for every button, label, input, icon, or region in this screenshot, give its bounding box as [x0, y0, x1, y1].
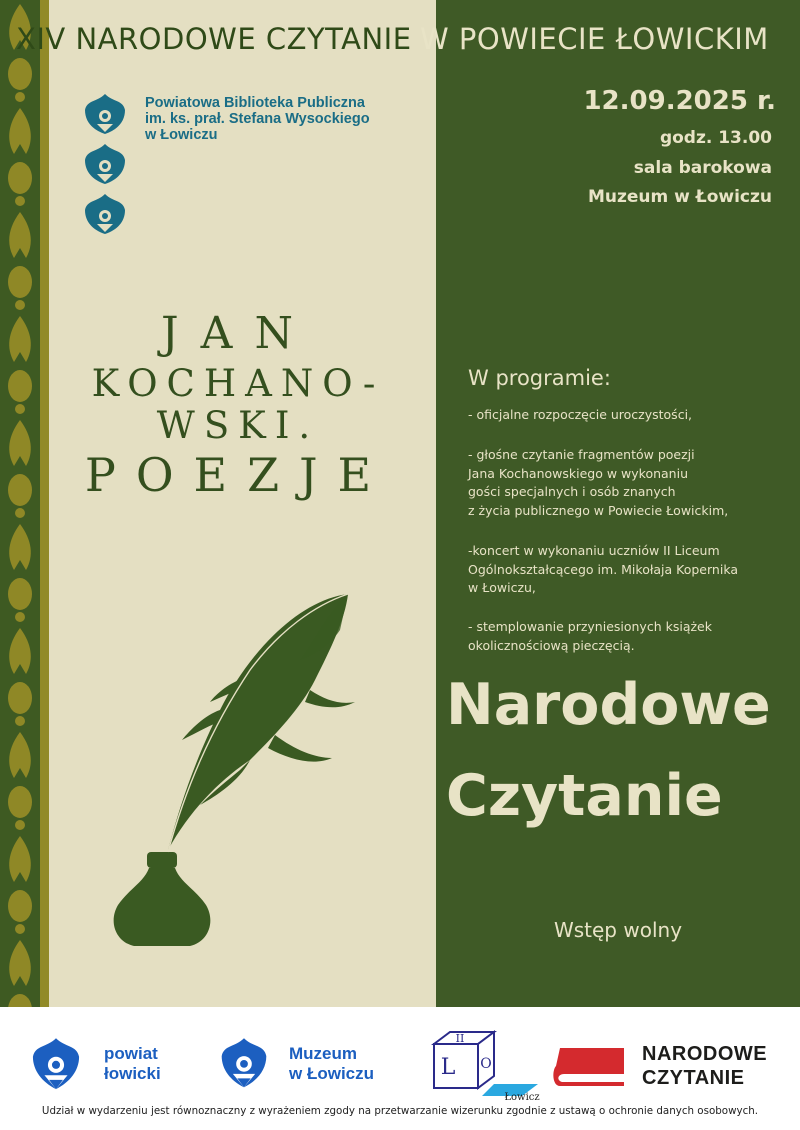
tulip-ornament-icon — [9, 940, 31, 986]
program-item-2-line: Jana Kochanowskiego w wykonaniu — [468, 465, 689, 481]
folk-ornament-pattern — [0, 0, 40, 1007]
book-icon — [552, 1046, 628, 1086]
ornament-dot-icon — [15, 716, 25, 726]
book-title-line-2: KOCHANO- — [91, 362, 385, 405]
free-entry-note: Wstęp wolny — [553, 918, 683, 942]
program-item-2-line: gości specjalnych i osób znanych — [468, 484, 676, 499]
lo-letter-l: L — [440, 1055, 456, 1080]
tulip-ornament-icon — [9, 628, 31, 674]
powiat-emblem-icon — [30, 1036, 82, 1096]
title-part-b: W POWIECIE ŁOWICKIM — [420, 22, 769, 56]
czytanie-heading: Czytanie — [446, 763, 723, 829]
book-title-line-4: POEZJE — [84, 448, 392, 502]
tulip-ornament-icon — [9, 836, 31, 882]
event-date: 12.09.2025 r. — [583, 86, 776, 116]
nc-logo-line-2: CZYTANIE — [642, 1067, 745, 1089]
ornament-bead-icon — [8, 266, 32, 298]
muzeum-logo-text — [289, 1044, 374, 1084]
library-line-2: im. ks. prał. Stefana Wysockiego — [145, 111, 370, 127]
ornament-bead-icon — [8, 474, 32, 506]
ornament-dot-icon — [15, 404, 25, 414]
program-item-3-line: w Łowiczu, — [468, 580, 536, 595]
program-item-2 — [468, 446, 788, 520]
library-name — [145, 95, 370, 143]
powiat-line-1: powiat — [104, 1044, 158, 1063]
tulip-ornament-icon — [9, 732, 31, 778]
lo-city: Łowicz — [504, 1092, 540, 1102]
tulip-ornament-icon — [9, 108, 31, 154]
ornament-bead-icon — [8, 58, 32, 90]
ornament-bead-icon — [8, 370, 32, 402]
lo-cube-logo — [430, 1030, 542, 1102]
tulip-ornament-icon — [9, 316, 31, 362]
program-item-3-line: Ogólnokształcącego im. Mikołaja Kopernika — [468, 561, 738, 577]
powiat-line-2: łowicki — [104, 1064, 161, 1083]
program-heading: W programie: — [468, 366, 611, 390]
library-line-3: w Łowiczu — [145, 127, 218, 143]
narodowe-czytanie-logo-text — [642, 1042, 767, 1090]
program-item-4 — [468, 618, 788, 655]
event-title — [0, 22, 800, 56]
tulip-ornament-icon — [9, 212, 31, 258]
program-item-3-line: -koncert w wykonaniu uczniów II Liceum — [468, 543, 720, 558]
ornament-bead-icon — [8, 682, 32, 714]
book-title-line-1: JAN — [161, 308, 315, 359]
tulip-ornament-icon — [9, 524, 31, 570]
ornament-bead-icon — [8, 994, 32, 1007]
ornament-dot-icon — [15, 612, 25, 622]
quill-inkwell-illustration — [100, 590, 360, 960]
program-item-4-line: okolicznościową pieczęcią. — [468, 637, 635, 653]
ornament-dot-icon — [15, 196, 25, 206]
powiat-logo-text — [104, 1044, 161, 1084]
flower-emblem-icon — [83, 92, 127, 238]
program-item-1-line: - oficjalne rozpoczęcie uroczystości, — [468, 407, 693, 422]
event-venue: Muzeum w Łowiczu — [587, 187, 772, 207]
program-item-4-line: - stemplowanie przyniesionych książek — [468, 619, 712, 634]
ornament-bead-icon — [8, 786, 32, 818]
ornament-dot-icon — [15, 300, 25, 310]
event-room: sala barokowa — [633, 158, 772, 178]
lo-letter-o: O — [480, 1056, 492, 1072]
event-time: godz. 13.00 — [659, 128, 772, 148]
folk-border — [0, 0, 40, 1007]
muzeum-line-1: Muzeum — [289, 1044, 357, 1063]
library-line-1: Powiatowa Biblioteka Publiczna — [145, 95, 365, 111]
lo-letter-ii: II — [455, 1032, 465, 1045]
ornament-dot-icon — [15, 924, 25, 934]
muzeum-emblem-icon — [219, 1036, 269, 1094]
program-item-2-line: z życia publicznego w Powiecie Łowickim, — [468, 502, 729, 518]
gdpr-disclaimer: Udział w wydarzeniu jest równoznaczny z wyrażeniem zgody na przetwarzanie wizerunku zgodnie z ustawą o ochronie danych osobowych. — [41, 1105, 759, 1117]
ornament-dot-icon — [15, 92, 25, 102]
muzeum-line-2: w Łowiczu — [289, 1064, 374, 1083]
ornament-bead-icon — [8, 162, 32, 194]
program-item-3 — [468, 542, 788, 598]
ornament-dot-icon — [15, 508, 25, 518]
ornament-dot-icon — [15, 820, 25, 830]
ornament-bead-icon — [8, 578, 32, 610]
ornament-bead-icon — [8, 890, 32, 922]
library-logo — [83, 92, 127, 242]
book-title-line-3: WSKI. — [156, 404, 320, 447]
tulip-ornament-icon — [9, 420, 31, 466]
program-item-1 — [468, 406, 788, 425]
nc-logo-line-1: NARODOWE — [642, 1043, 768, 1065]
border-olive-stripe — [40, 0, 49, 1007]
title-part-a: XIV NARODOWE CZYTANIE — [16, 22, 412, 56]
program-item-2-line: - głośne czytanie fragmentów poezji — [468, 447, 695, 462]
narodowe-heading: Narodowe — [446, 672, 771, 738]
